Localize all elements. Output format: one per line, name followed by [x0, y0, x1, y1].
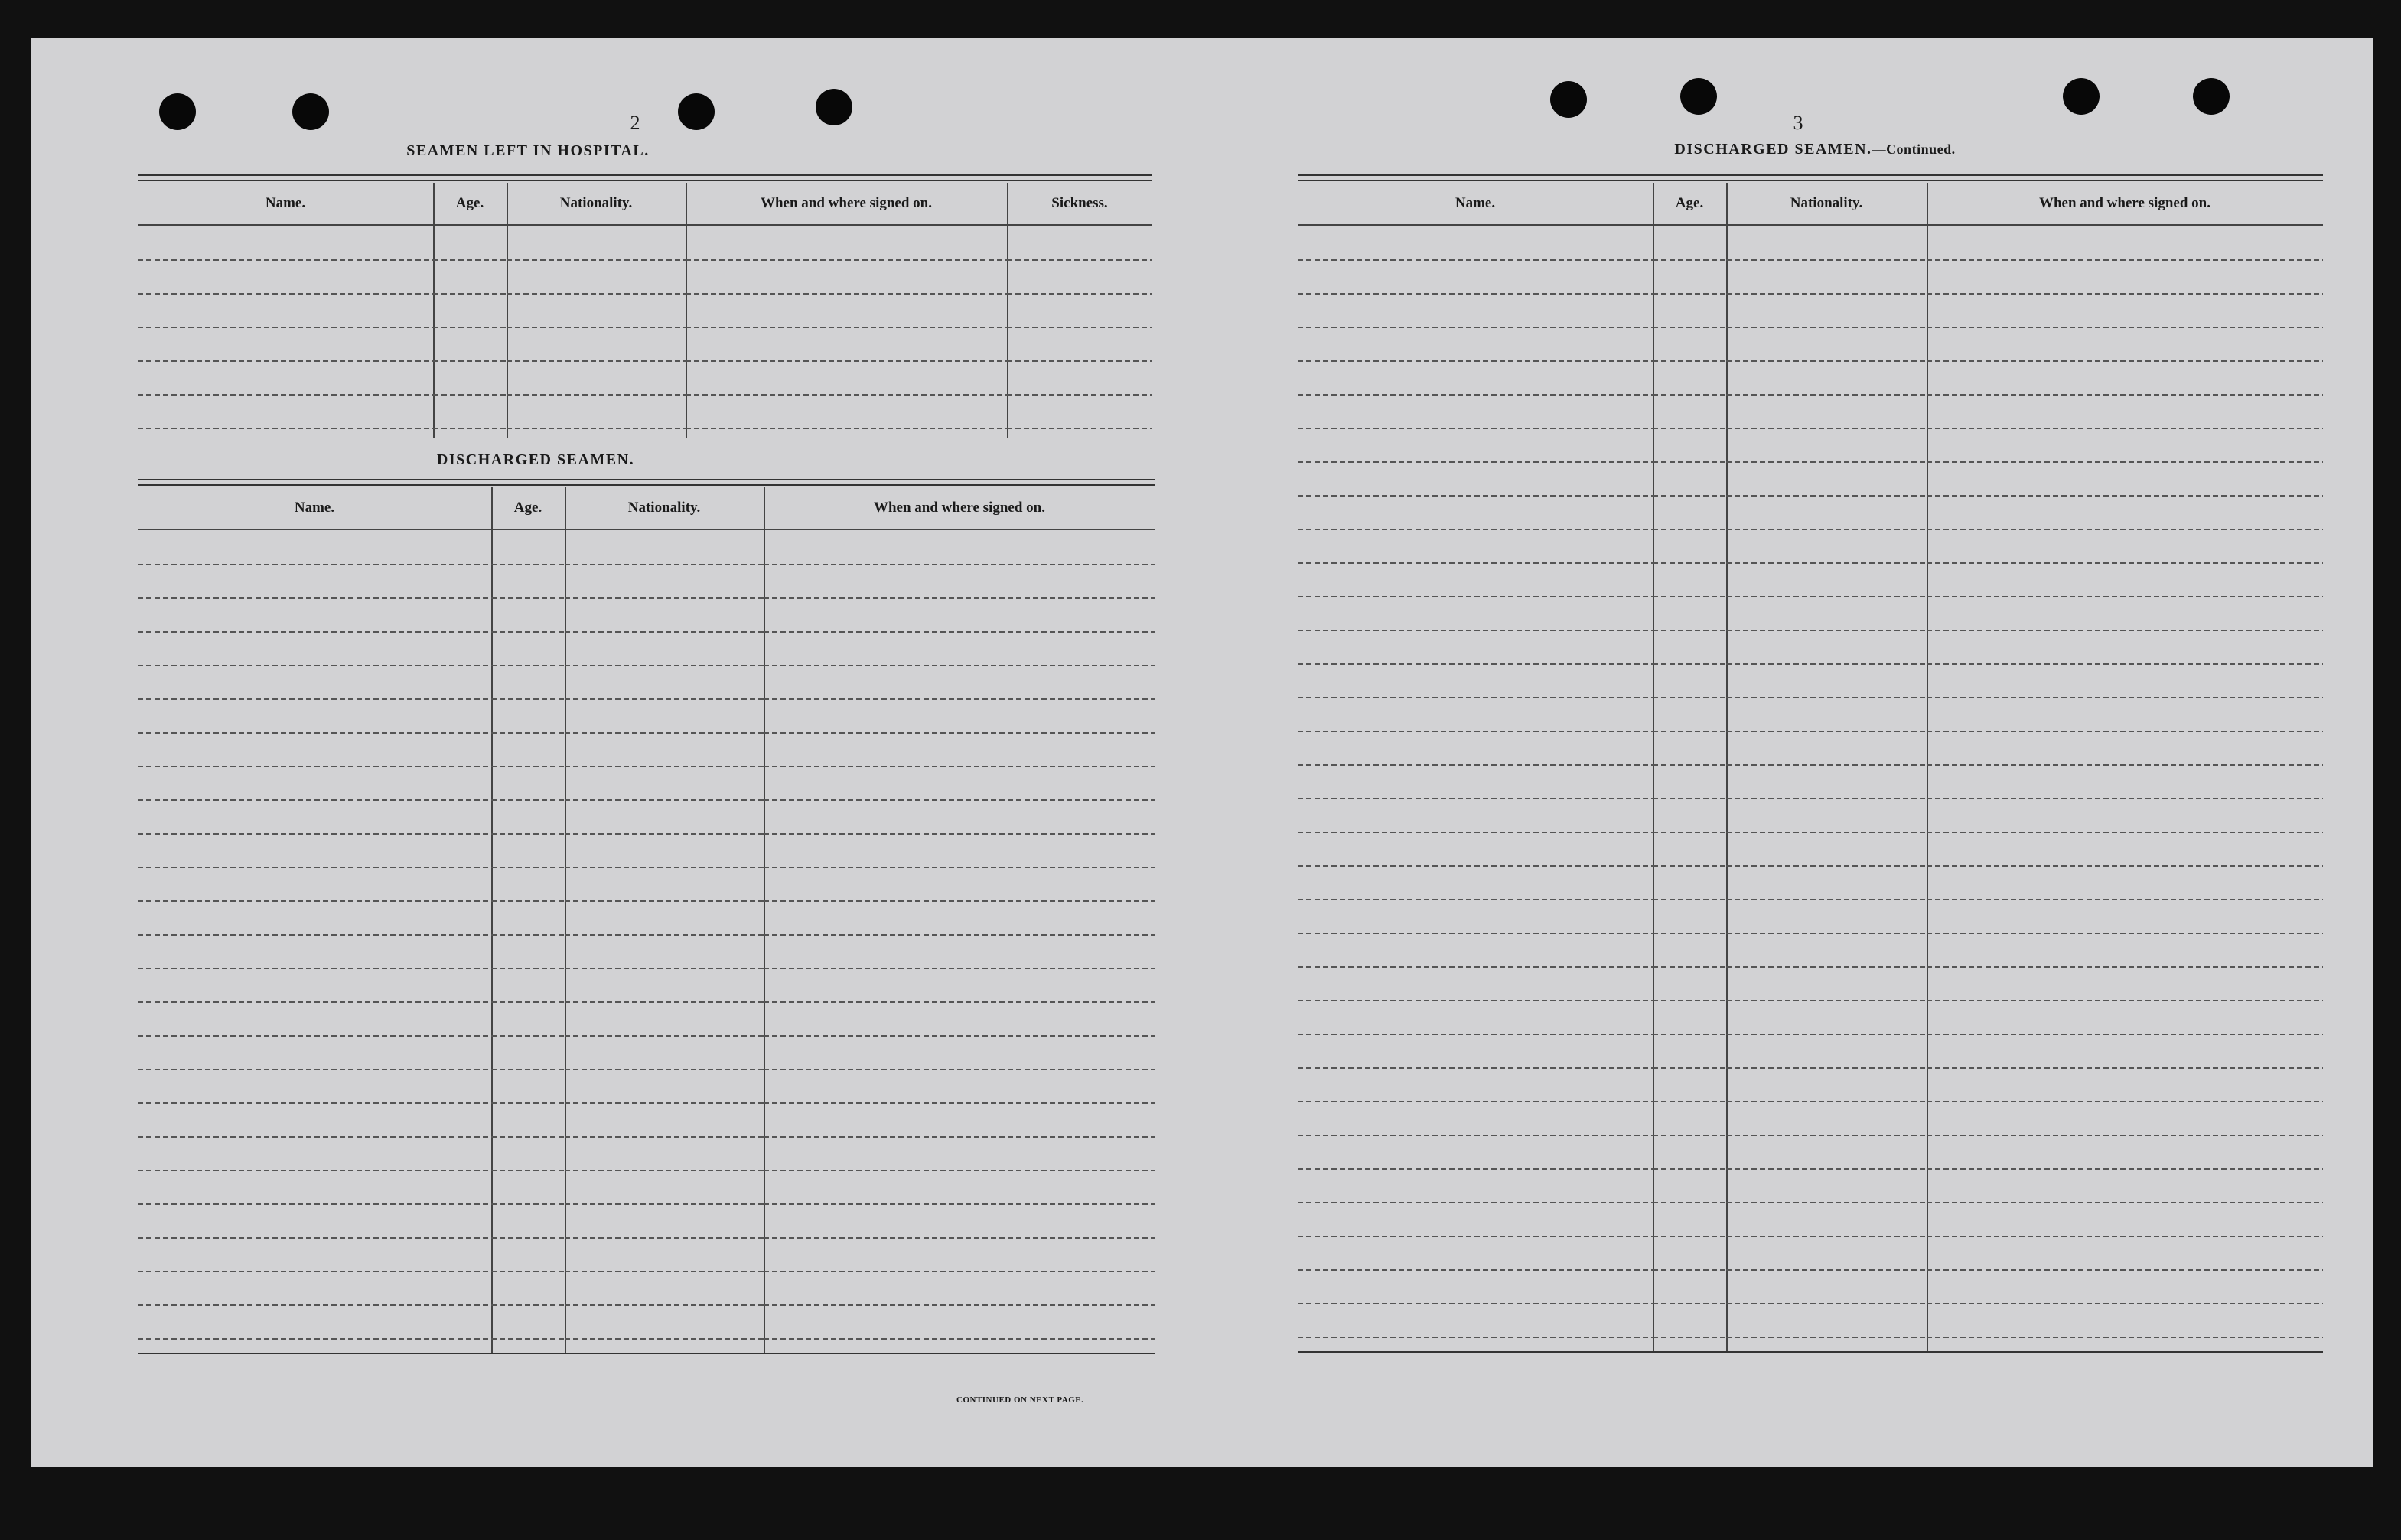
- column-header: Name.: [138, 183, 433, 226]
- hospital-table: [138, 174, 1152, 438]
- column-header: Age.: [1653, 183, 1726, 226]
- discharged-continued-title: [1585, 141, 2044, 158]
- hospital-section-title: SEAMEN LEFT IN HOSPITAL.: [406, 142, 650, 159]
- ruled-lines: [1298, 227, 1653, 1351]
- page-number: 2: [630, 112, 640, 134]
- discharged-section-title: DISCHARGED SEAMEN.: [436, 451, 635, 468]
- ruled-lines: [138, 227, 433, 438]
- column-header: Nationality.: [507, 183, 686, 226]
- column-header: When and where signed on.: [686, 183, 1007, 226]
- ruled-lines: [764, 532, 1155, 1353]
- continued-note: CONTINUED ON NEXT PAGE.: [956, 1395, 1084, 1405]
- ruled-lines: [138, 532, 491, 1353]
- ruled-lines: [565, 532, 764, 1353]
- column-sickness: [1007, 183, 1152, 438]
- title-text: DISCHARGED SEAMEN.: [1674, 141, 1872, 158]
- discharged-continued-table: [1298, 174, 2323, 1353]
- column-header: Age.: [433, 183, 507, 226]
- title-suffix: —Continued.: [1872, 142, 1956, 157]
- column-signed-on: [764, 487, 1155, 1353]
- ruled-lines: [686, 227, 1007, 438]
- ruled-lines: [433, 227, 507, 438]
- right-page: [1264, 77, 2329, 1423]
- discharged-table: [138, 479, 1155, 1354]
- page-number: 3: [1793, 112, 1803, 134]
- ruled-lines: [507, 227, 686, 438]
- column-header: Nationality.: [565, 487, 764, 530]
- column-nationality: [565, 487, 765, 1353]
- column-header: When and where signed on.: [764, 487, 1155, 530]
- ruled-lines: [1927, 227, 2323, 1351]
- column-header: Name.: [1298, 183, 1653, 226]
- column-signed-on: [1927, 183, 2323, 1351]
- ruled-lines: [1007, 227, 1152, 438]
- column-header: Age.: [491, 487, 565, 530]
- column-name: [138, 183, 435, 438]
- column-age: [1653, 183, 1728, 1351]
- ruled-lines: [1653, 227, 1726, 1351]
- column-age: [491, 487, 566, 1353]
- column-signed-on: [686, 183, 1008, 438]
- column-header: Sickness.: [1007, 183, 1152, 226]
- ruled-lines: [1726, 227, 1927, 1351]
- left-page: [107, 77, 1163, 1423]
- column-header: When and where signed on.: [1927, 183, 2323, 226]
- ruled-lines: [491, 532, 565, 1353]
- ledger-sheet: [31, 38, 2373, 1467]
- column-nationality: [1726, 183, 1928, 1351]
- column-header: Name.: [138, 487, 491, 530]
- column-header: Nationality.: [1726, 183, 1927, 226]
- column-nationality: [507, 183, 687, 438]
- column-name: [1298, 183, 1654, 1351]
- column-name: [138, 487, 493, 1353]
- column-age: [433, 183, 508, 438]
